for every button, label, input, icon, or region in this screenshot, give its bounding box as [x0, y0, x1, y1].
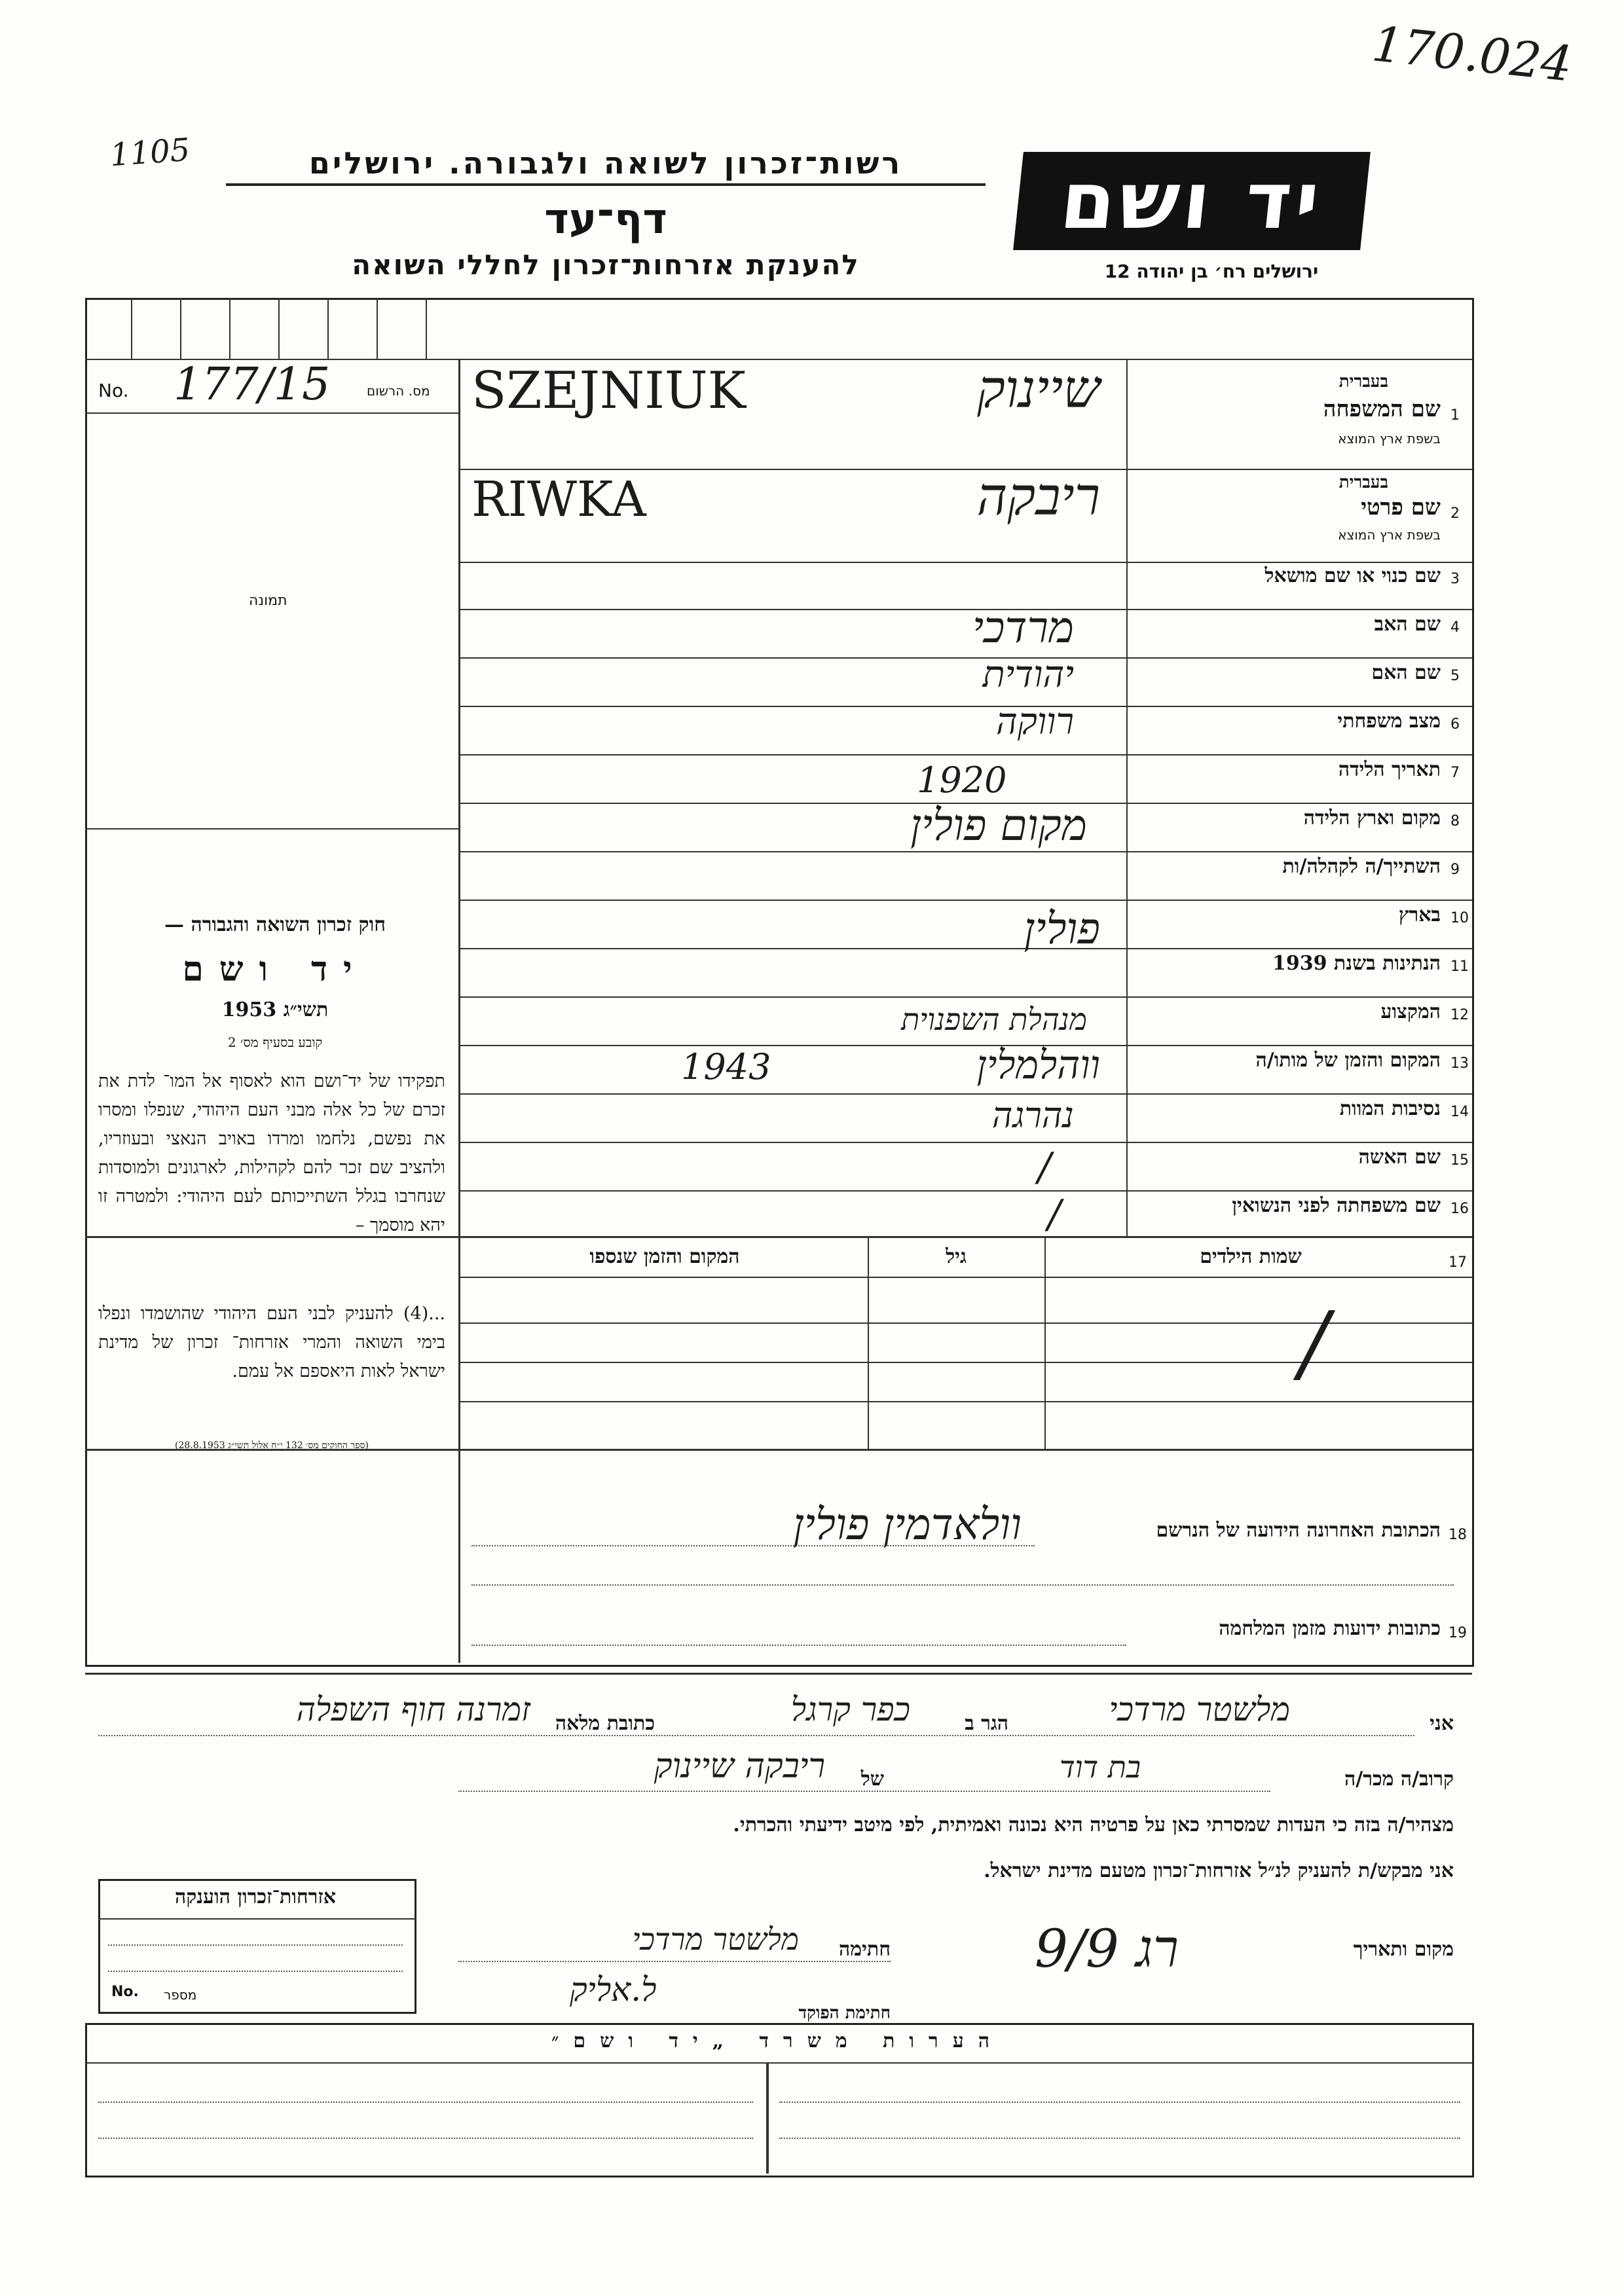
field-1-value-latin: SZEJNIUK: [471, 361, 746, 420]
field-15-num: 15: [1450, 1152, 1469, 1169]
field-3-num: 3: [1450, 571, 1460, 587]
field-14-label: נסיבות המוות: [1339, 1097, 1441, 1120]
field-13-year: 1943: [681, 1046, 771, 1087]
field-9-label: השתייך/ה לקהלה/ות: [1282, 855, 1441, 878]
law-year: תשי״ג 1953: [221, 998, 329, 1021]
officer-signature: ל.אליק: [570, 1971, 657, 2009]
children-mark: /: [1300, 1293, 1329, 1393]
field-13-num: 13: [1450, 1055, 1469, 1072]
field-7-num: 7: [1450, 765, 1460, 781]
field-8-label: מקום וארץ הלידה: [1303, 807, 1441, 829]
registration-number: 177/15: [174, 359, 331, 410]
field-10-value: פולין: [1024, 903, 1100, 954]
law-heading: חוק זכרון השואה והגבורה —: [164, 913, 386, 936]
field-13-value: ווהלמלין: [976, 1042, 1100, 1088]
decl-full-address-label: כתובת מלאה: [555, 1712, 655, 1735]
decl-relative-label: קרוב/ה מכר/ה: [1344, 1768, 1454, 1791]
registration-label: מס. הרשום: [367, 383, 430, 399]
officer-label: חתימת הפוקד: [798, 2003, 891, 2023]
field-1-value: שיינוק: [977, 359, 1100, 420]
field-2-sub: בשפת ארץ המוצא: [1338, 527, 1441, 543]
field-5-label: שם האם: [1371, 661, 1441, 684]
field-6-num: 6: [1450, 716, 1460, 733]
law-clause: ...(4) להעניק לבני העם היהודי שהושמדו ונפלו בימי השואה והמרי אזרחות־ זכרון של מדינת ישראל לאות היאספם אל עמם.: [98, 1303, 445, 1381]
field-12-value: מנהלת השפנוית: [901, 1002, 1087, 1037]
decl-signature: מלשטר מרדכי: [632, 1922, 799, 1957]
field-10-label: בארץ: [1398, 903, 1441, 926]
remarks-title: הערות משרד „יד ושם״: [551, 2030, 1005, 2052]
field-18-value: וולאדמין פולין: [792, 1499, 1022, 1550]
field-12-label: המקצוע: [1380, 1000, 1441, 1023]
field-4-num: 4: [1450, 619, 1460, 636]
law-text: תפקידו של יד־ושם הוא לאסוף אל המו־ לדת את זכרם של כל אלה מבני העם היהודי, שנפלו ומסרו את נפשם, נלחמו ומרדו באויב הנאצי ובעוזריו, ולהציב שם זכר להם לקהילות, לארגונים ולמוסדות שנחרבו בגלל השתייכותם לעם היהודי: ולמטרה זו יהא מוסמך –: [98, 1071, 445, 1235]
decl-residence: כפר קרגל: [790, 1690, 910, 1728]
field-9-num: 9: [1450, 862, 1460, 878]
form-subtitle: להענקת אזרחות־זכרון לחללי השואה: [352, 249, 860, 281]
field-19-num: 19: [1449, 1625, 1467, 1641]
decl-full-address: זמרנה חוף השפלה: [296, 1690, 530, 1728]
decl-place-date: רג 9/9: [1035, 1918, 1179, 1979]
children-col-age: גיל: [946, 1245, 967, 1268]
decl-signature-label: חתימה: [839, 1938, 891, 1961]
field-8-num: 8: [1450, 813, 1460, 829]
field-18-num: 18: [1449, 1527, 1467, 1543]
field-1-sub: בשפת ארץ המוצא: [1338, 431, 1441, 446]
citizenship-box-title: אזרחות־זכרון הוענקה: [174, 1886, 337, 1908]
field-7-value: 1920: [917, 759, 1007, 801]
form-title: דף־עד: [544, 195, 667, 244]
archive-number: 170.024: [1369, 16, 1575, 93]
logo-text: יד ושם: [1056, 155, 1328, 247]
field-3-label: שם כנוי או שם מושאל: [1264, 564, 1441, 587]
field-16-num: 16: [1450, 1201, 1469, 1217]
field-2-value-latin: RIWKA: [471, 471, 646, 528]
field-16-value: /: [1048, 1192, 1061, 1237]
field-15-label: שם האשה: [1358, 1146, 1441, 1169]
field-2-value: ריבקה: [976, 466, 1100, 527]
field-14-num: 14: [1450, 1104, 1469, 1120]
children-col-place: המקום והזמן שנספו: [589, 1245, 740, 1268]
authority-name: רשות־זכרון לשואה ולגבורה. ירושלים: [226, 145, 986, 186]
citizenship-no-label: No.: [111, 1984, 139, 2000]
decl-ani-label: אני: [1430, 1712, 1454, 1735]
field-11-label: הנתינות בשנת 1939: [1272, 952, 1441, 975]
field-19-label: כתובות ידועות מזמן המלחמה: [1219, 1617, 1441, 1640]
field-14-value: נהרגה: [991, 1095, 1074, 1136]
decl-relation: בת דוד: [1059, 1749, 1141, 1785]
field-6-value: רווקה: [996, 701, 1074, 743]
field-12-num: 12: [1450, 1007, 1469, 1023]
children-col-names: שמות הילדים: [1200, 1245, 1302, 1268]
logo-address: ירושלים רח׳ בן יהודה 12: [1104, 261, 1319, 282]
field-4-value: מרדכי: [972, 602, 1074, 653]
decl-resides-label: הגר ב: [965, 1712, 1008, 1735]
law-section: קובע בסעיף מס׳ 2: [227, 1034, 323, 1050]
decl-place-date-label: מקום ותאריך: [1353, 1938, 1454, 1961]
field-5-num: 5: [1450, 668, 1460, 684]
field-10-num: 10: [1450, 910, 1469, 926]
field-7-label: תאריך הלידה: [1338, 758, 1441, 781]
children-num: 17: [1449, 1254, 1467, 1271]
field-1-hebrew-label: בעברית: [1338, 372, 1388, 392]
field-8-value: מקום פולין: [910, 800, 1087, 850]
photo-label: תמונה: [249, 592, 287, 609]
law-footnote: (ספר החוקים מס׳ 132 י״ח אלול תשי״ג 28.8.1953): [175, 1440, 369, 1451]
no-label: No.: [98, 380, 129, 401]
law-name: יד ושם: [182, 949, 368, 989]
decl-statement: מצהיר/ה בזה כי העדות שמסרתי כאן על פרטיה היא נכונה ואמיתית, לפי מיטב ידיעתי והכרתי.: [733, 1813, 1454, 1836]
field-18-label: הכתובת האחרונה הידועה של הנרשם: [1156, 1519, 1441, 1542]
decl-of-label: של: [860, 1768, 884, 1791]
field-6-label: מצב משפחתי: [1337, 710, 1441, 733]
decl-of-name: ריבקה שיינוק: [654, 1747, 825, 1786]
field-1-num: 1: [1450, 407, 1460, 424]
field-1-label: שם המשפחה: [1323, 396, 1441, 422]
decl-request: אני מבקש/ת להעניק לנ״ל אזרחות־זכרון מטעם מדינת ישראל.: [984, 1859, 1454, 1882]
field-15-value: /: [1038, 1144, 1052, 1190]
field-5-value: יהודית: [982, 653, 1074, 696]
decl-declarant: מלשטר מרדכי: [1109, 1690, 1290, 1728]
field-4-label: שם האב: [1374, 613, 1441, 636]
field-2-num: 2: [1450, 505, 1460, 522]
field-13-label: המקום והזמן של מותו/ה: [1255, 1049, 1441, 1072]
field-2-hebrew-label: בעברית: [1338, 473, 1388, 492]
yad-vashem-logo: [1013, 152, 1371, 250]
citizenship-number-label: מספר: [164, 1987, 197, 2003]
field-2-label: שם פרטי: [1361, 494, 1441, 520]
field-11-num: 11: [1450, 958, 1469, 975]
field-16-label: שם משפחתה לפני הנשואין: [1232, 1194, 1441, 1217]
corner-mark: 1105: [109, 131, 191, 174]
